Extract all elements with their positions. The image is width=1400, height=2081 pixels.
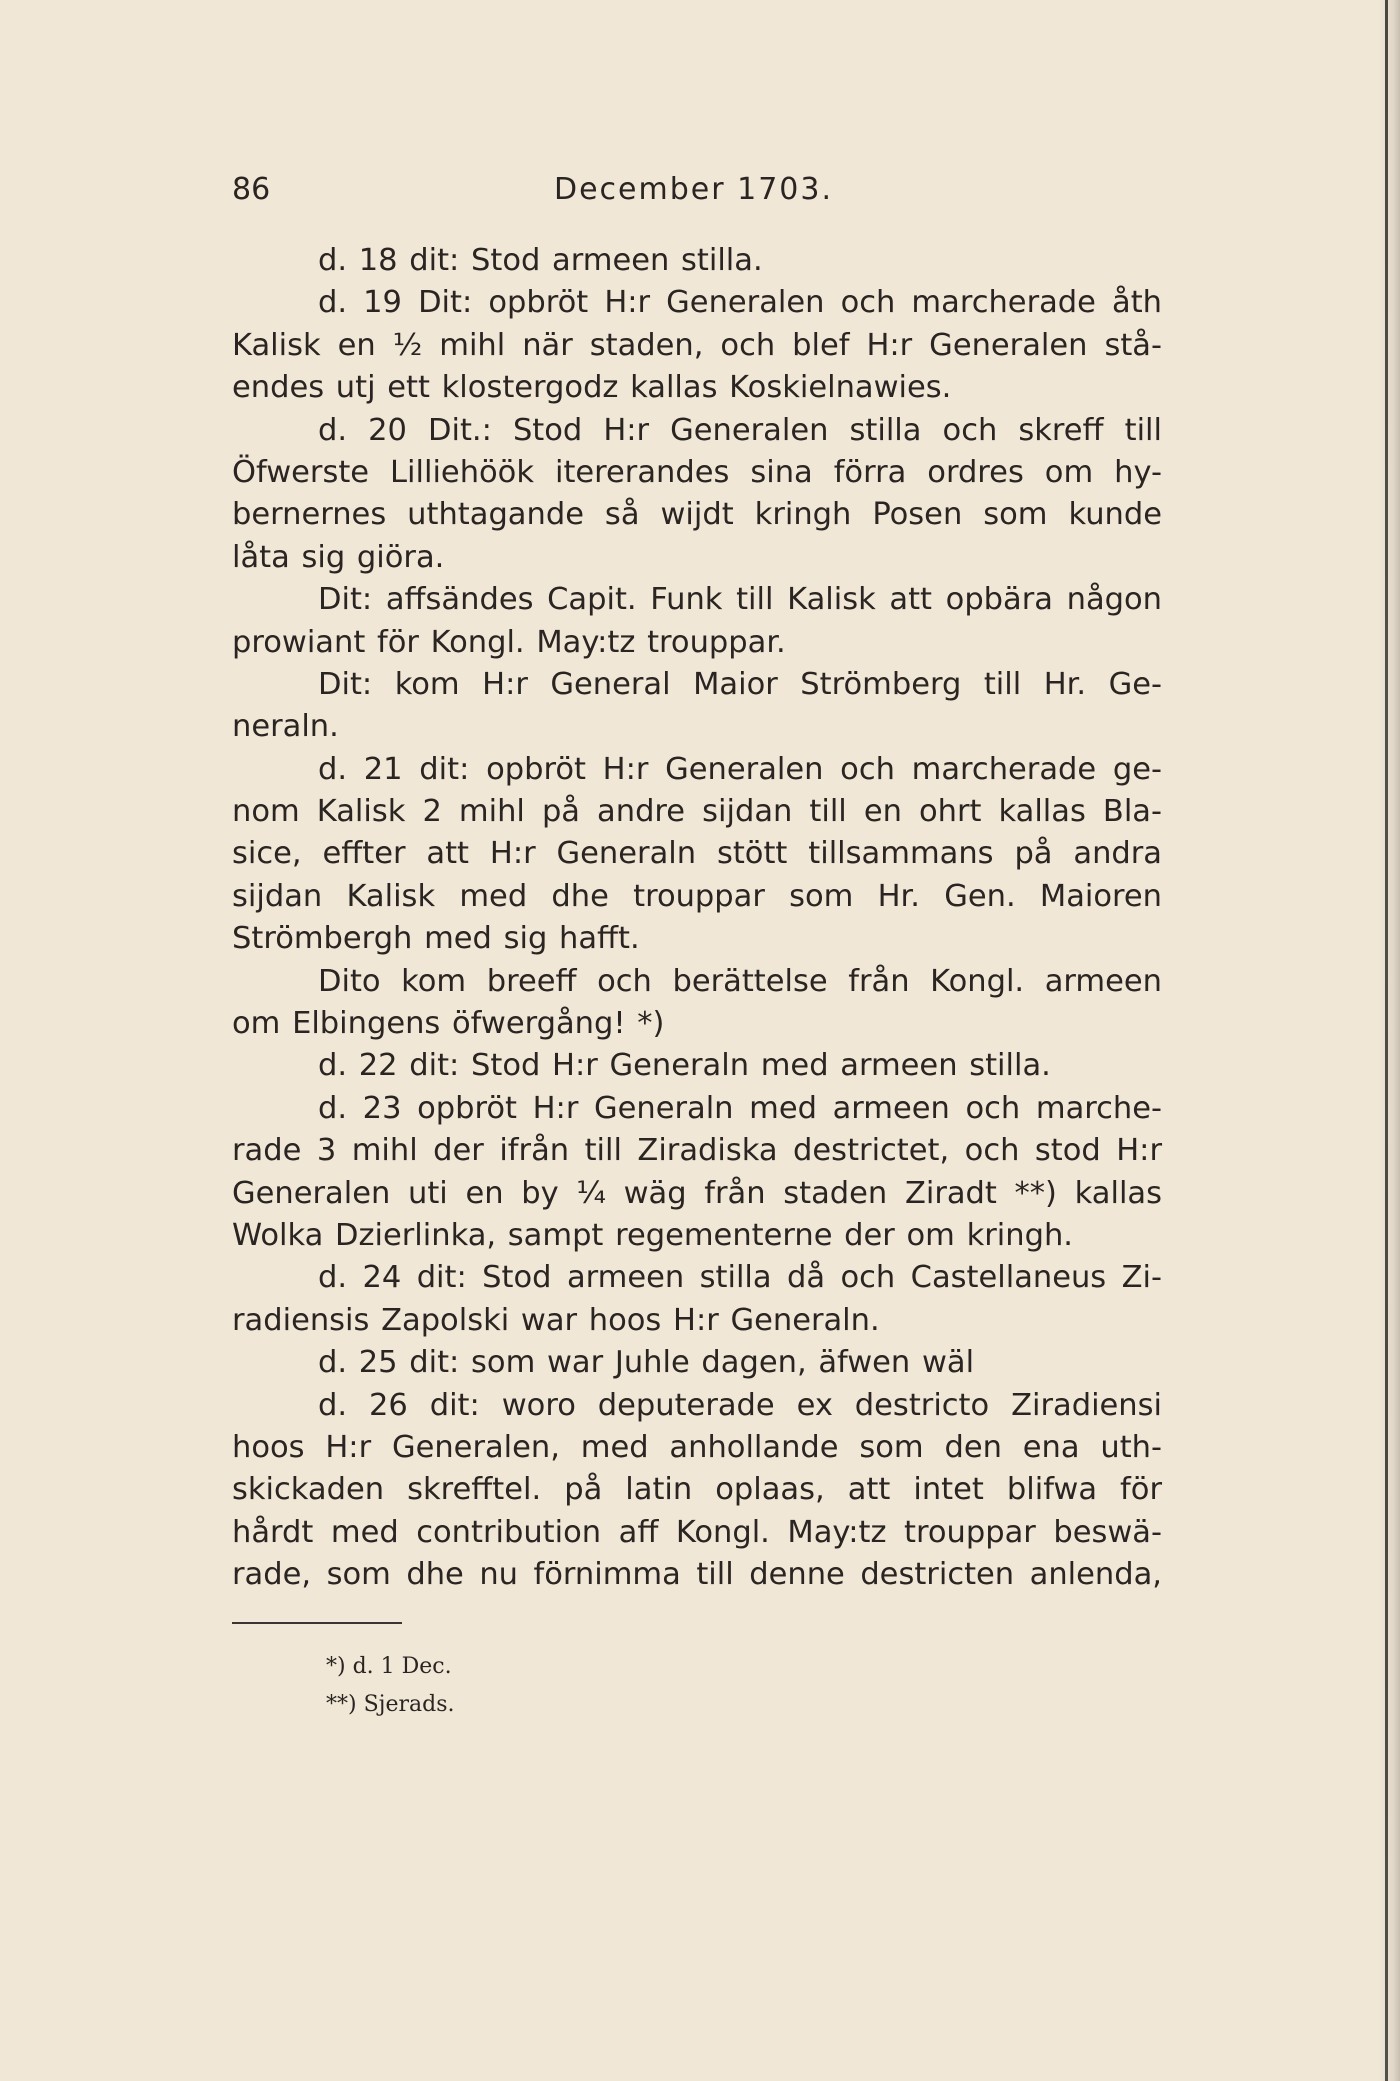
- text-line: nom Kalisk 2 mihl på andre sijdan till en ohrt kallas Bla-: [232, 794, 1162, 830]
- text-line: skickaden skrefftel. på latin oplaas, att intet blifwa för: [232, 1472, 1162, 1508]
- footnote: **) Sjerads.: [326, 1692, 455, 1717]
- text-line: Strömbergh med sig hafft.: [232, 921, 640, 957]
- text-line: rade, som dhe nu förnimma till denne destricten anlenda,: [232, 1557, 1162, 1593]
- text-line: bernernes uthtagande så wijdt kringh Posen som kunde: [232, 497, 1162, 533]
- text-line: d. 23 opbröt H:r Generaln med armeen och marche-: [318, 1090, 1162, 1126]
- text-line: Kalisk en ½ mihl när staden, och blef H:r Generalen stå-: [232, 327, 1162, 363]
- text-line: d. 21 dit: opbröt H:r Generalen och marcherade ge-: [318, 751, 1162, 787]
- text-line: d. 24 dit: Stod armeen stilla då och Castellaneus Zi-: [318, 1260, 1162, 1296]
- text-line: hoos H:r Generalen, med anhollande som den ena uth-: [232, 1429, 1162, 1465]
- text-line: Dito kom breeff och berättelse från Kongl. armeen: [318, 963, 1162, 999]
- text-line: d. 25 dit: som war Juhle dagen, äfwen wäl: [318, 1345, 975, 1381]
- text-line: Dit: kom H:r General Maior Strömberg till Hr. Ge-: [318, 666, 1162, 702]
- text-line: endes utj ett klostergodz kallas Koskielnawies.: [232, 370, 952, 406]
- text-line: d. 20 Dit.: Stod H:r Generalen stilla och skreff till: [318, 412, 1162, 448]
- text-line: radiensis Zapolski war hoos H:r Generaln.: [232, 1302, 880, 1338]
- text-line: d. 18 dit: Stod armeen stilla.: [318, 243, 763, 278]
- text-line: Öfwerste Lilliehöök itererandes sina förra ordres om hy-: [232, 454, 1162, 490]
- text-line: sijdan Kalisk med dhe trouppar som Hr. Gen. Maioren: [232, 878, 1162, 914]
- page-header: [232, 172, 1162, 212]
- text-line: d. 19 Dit: opbröt H:r Generalen och marcherade åth: [318, 285, 1162, 321]
- page-edge: [1385, 0, 1388, 2081]
- text-line: om Elbingens öfwergång! *): [232, 1006, 665, 1042]
- footnote: *) d. 1 Dec.: [326, 1654, 452, 1679]
- text-line: neraln.: [232, 709, 339, 745]
- text-line: d. 26 dit: woro deputerade ex destricto Ziradiensi: [318, 1387, 1162, 1423]
- text-line: d. 22 dit: Stod H:r Generaln med armeen stilla.: [318, 1048, 1051, 1084]
- page-number: 86: [232, 172, 271, 207]
- footnote-divider: [232, 1622, 402, 1624]
- text-line: Dit: affsändes Capit. Funk till Kalisk att opbära någon: [318, 582, 1162, 618]
- text-line: hårdt med contribution aff Kongl. May:tz trouppar beswä-: [232, 1514, 1162, 1550]
- text-line: prowiant för Kongl. May:tz trouppar.: [232, 624, 786, 660]
- text-line: rade 3 mihl der ifrån till Ziradiska destrictet, och stod H:r: [232, 1133, 1162, 1169]
- text-line: sice, effter att H:r Generaln stött tillsammans på andra: [232, 836, 1162, 872]
- text-line: Generalen uti en by ¼ wäg från staden Ziradt **) kallas: [232, 1175, 1162, 1211]
- page-edge-shadow: [1378, 0, 1400, 2081]
- text-line: låta sig giöra.: [232, 539, 445, 575]
- body-text: [232, 240, 1162, 1597]
- text-line: Wolka Dzierlinka, sampt regementerne der om kringh.: [232, 1217, 1073, 1253]
- running-title: December 1703.: [554, 172, 833, 207]
- footnotes: [326, 1648, 455, 1724]
